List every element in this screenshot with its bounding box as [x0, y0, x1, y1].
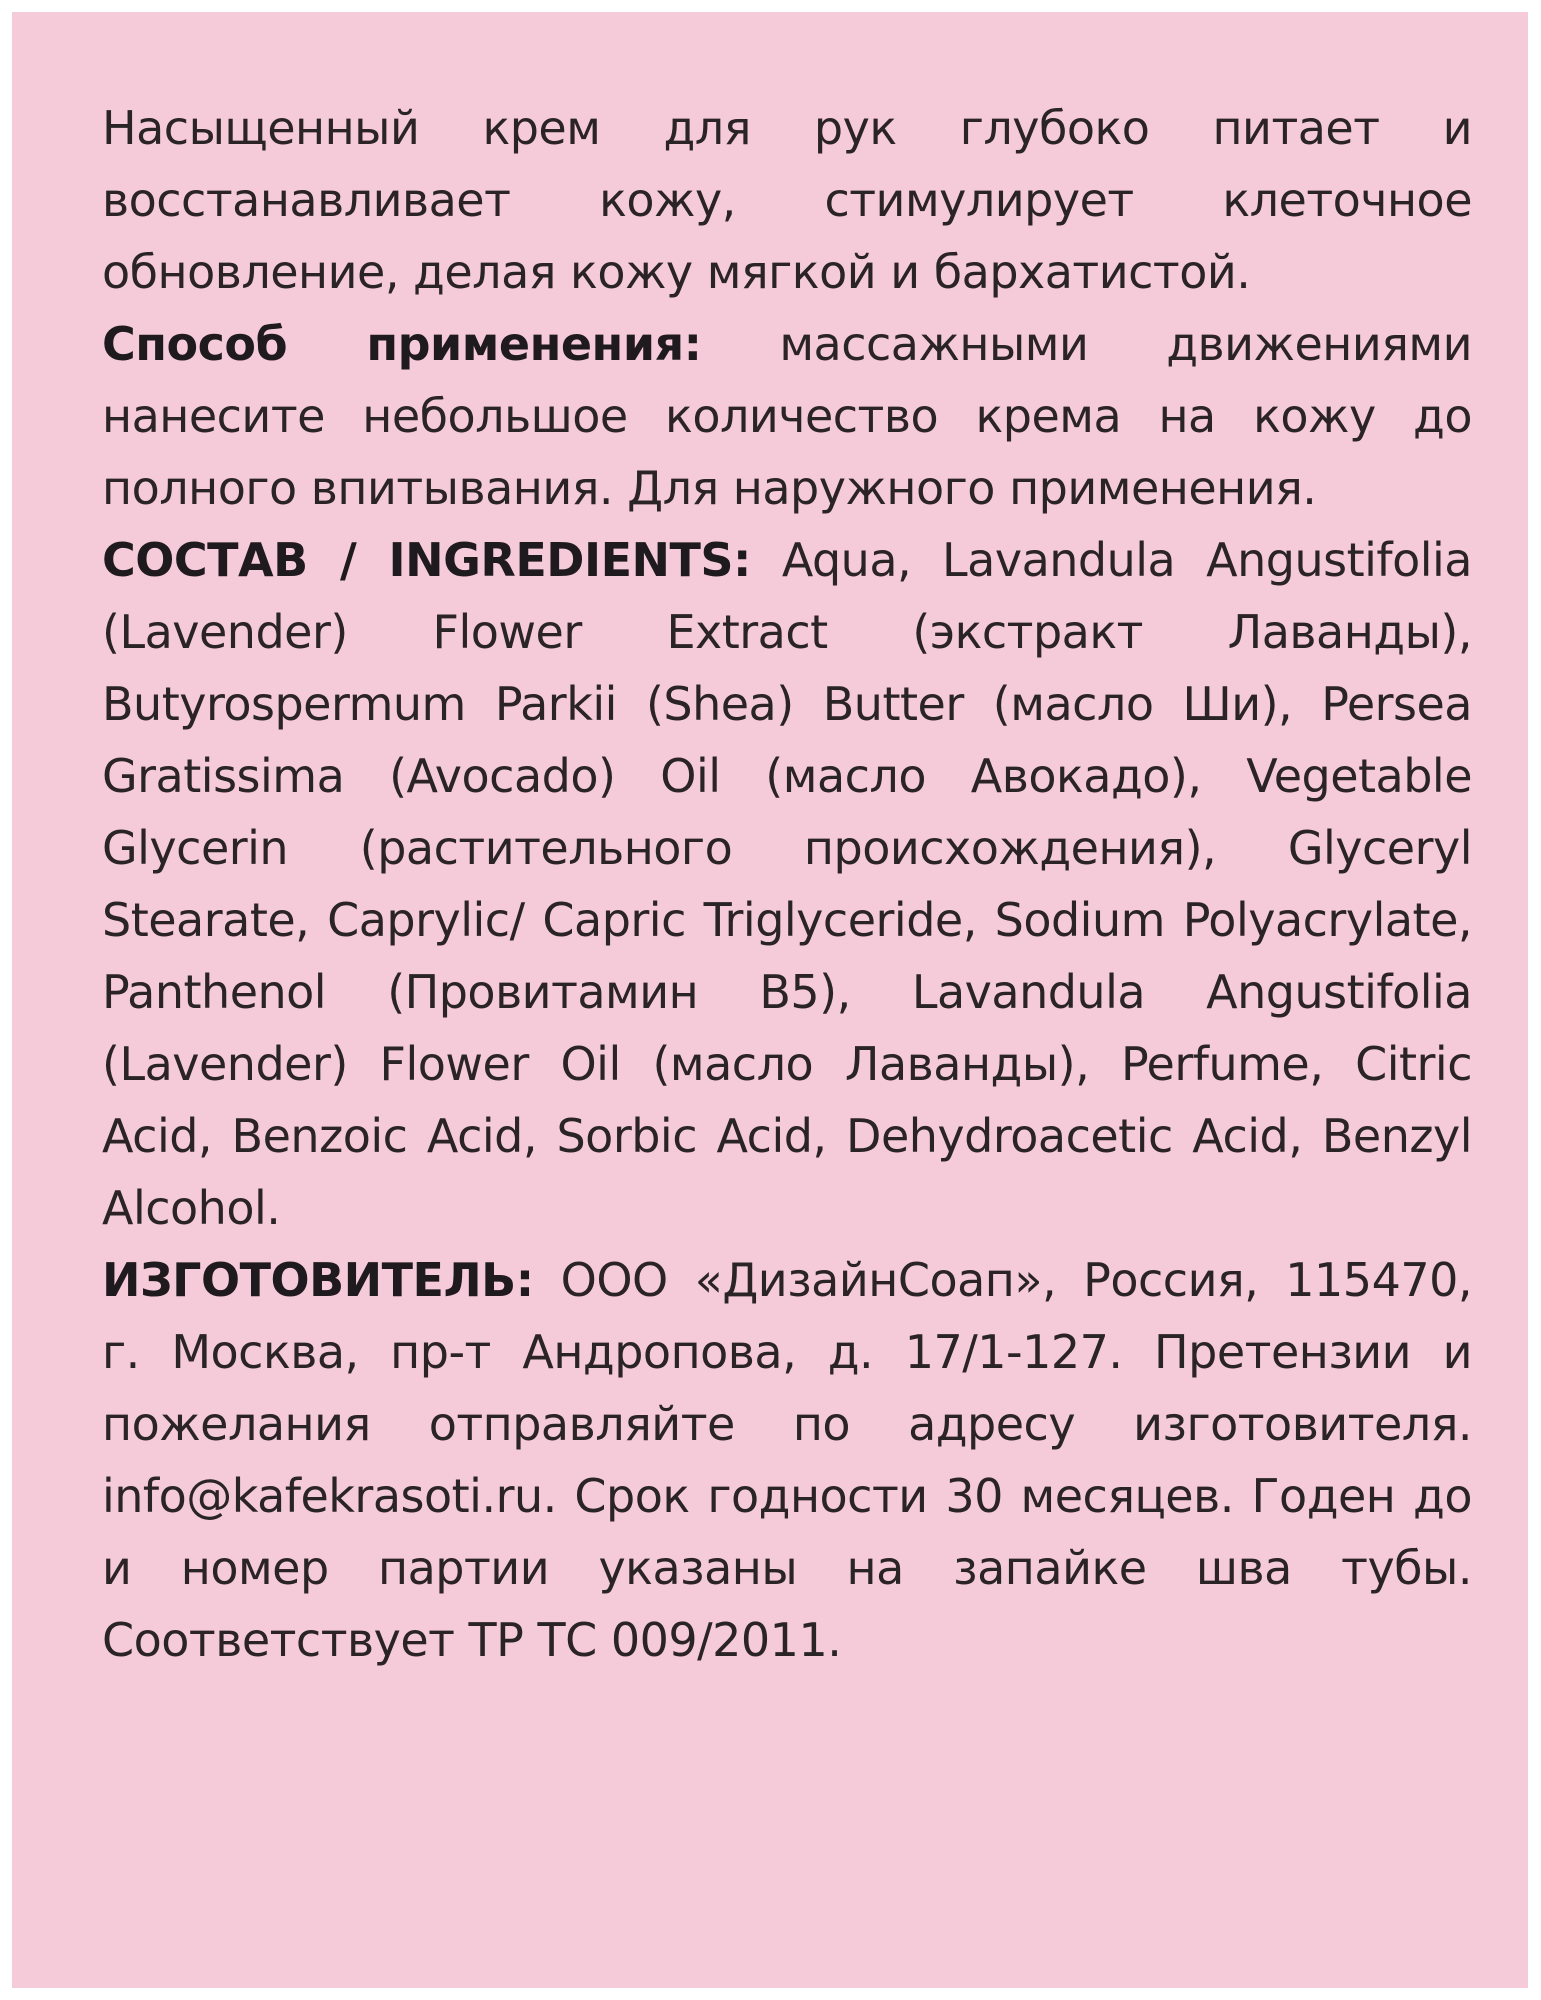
- usage-text: массажными движениями нанесите небольшое количество крема на кожу до полного впитывания. Для наружного применения.: [102, 317, 1473, 515]
- manufacturer-text: ООО «ДизайнСоап», Россия, 115470, г. Москва, пр-т Андропова, д. 17/1-127. Претензии и пожелания отправляйте по адресу изготовителя. info@kafekrasoti.ru. Срок годности 30 месяцев. Годен до и номер партии указаны на запайке шва тубы. Соответствует ТР ТС 009/2011.: [102, 1253, 1472, 1667]
- ingredients-text: Aqua, Lavandula Angustifolia (Lavender) Flower Extract (экстракт Лаванды), Butyrospermum Parkii (Shea) Butter (масло Ши), Persea Gratissima (Avocado) Oil (масло Авокадо), Vegetable Glycerin (растительного происхождения), Glyceryl Stearate, Caprylic/ Capric Triglyceride, Sodium Polyacrylate, Panthenol (Провитамин B5), Lavandula Angustifolia (Lavender) Flower Oil (масло Лаванды), Perfume, Citric Acid, Benzoic Acid, Sorbic Acid, Dehydroacetic Acid, Benzyl Alcohol.: [102, 533, 1472, 1235]
- usage-section: [102, 308, 1472, 524]
- ingredients-section: [102, 524, 1472, 1244]
- label-text-block: [102, 92, 1472, 1676]
- product-description: [102, 92, 1472, 308]
- manufacturer-heading: ИЗГОТОВИТЕЛЬ:: [102, 1253, 534, 1307]
- manufacturer-section: [102, 1244, 1472, 1676]
- ingredients-heading: СОСТАВ / INGREDIENTS:: [102, 533, 751, 587]
- product-label-panel: [12, 12, 1528, 1988]
- description-text: Насыщенный крем для рук глубоко питает и восстанавливает кожу, стимулирует клеточное обновление, делая кожу мягкой и бархатистой.: [102, 101, 1472, 299]
- usage-heading: Способ применения:: [102, 317, 702, 371]
